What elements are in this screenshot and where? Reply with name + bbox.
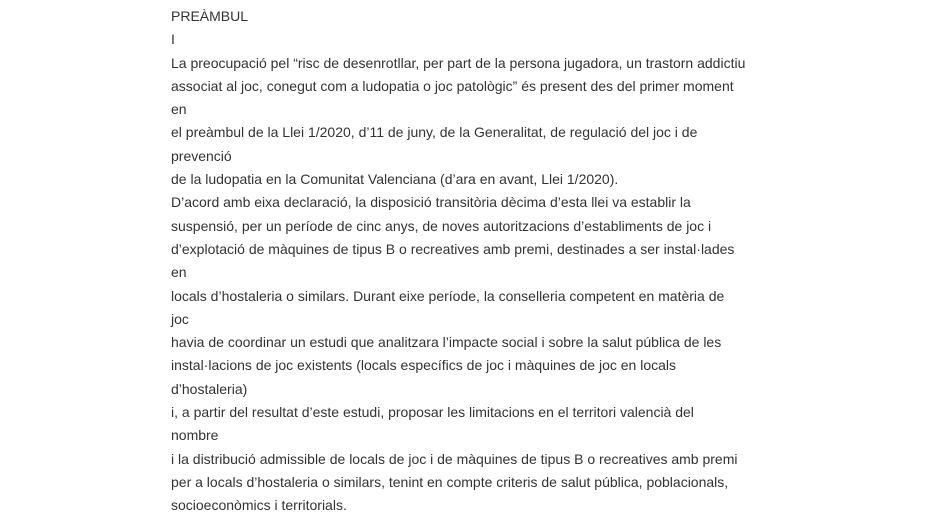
text-line: en — [171, 101, 187, 118]
text-line: nombre — [171, 427, 219, 444]
text-line: d’explotació de màquines de tipus B o recreatives amb premi, destinades a ser instal·lades — [171, 240, 735, 257]
text-line: en — [171, 264, 187, 281]
text-line: socioeconòmics i territorials. — [171, 497, 347, 514]
text-line: La preocupació pel “risc de desenrotllar, per part de la persona jugadora, un trastorn addictiu — [171, 54, 746, 71]
text-line: d’hostaleria) — [171, 380, 248, 397]
text-line: el preàmbul de la Llei 1/2020, d’11 de juny, de la Generalitat, de regulació del joc i de — [171, 124, 698, 141]
text-line: i, a partir del resultat d’este estudi, proposar les limitacions en el territori valencià del — [171, 404, 694, 421]
text-line: locals d’hostaleria o similars. Durant eixe període, la conselleria competent en matèria de — [171, 287, 725, 304]
text-line: havia de coordinar un estudi que analitzara l’impacte social i sobre la salut pública de les — [171, 334, 722, 351]
text-line: prevenció — [171, 147, 232, 164]
section-number: I — [171, 31, 175, 48]
text-line: suspensió, per un període de cinc anys, de noves autoritzacions d’establiments de joc i — [171, 217, 712, 234]
text-line: D’acord amb eixa declaració, la disposició transitòria dècima d’esta llei va establir la — [171, 194, 691, 211]
text-line: i la distribució admissible de locals de joc i de màquines de tipus B o recreatives amb premi — [171, 450, 738, 467]
document-body — [171, 5, 791, 518]
text-line: joc — [171, 310, 189, 327]
text-line: per a locals d’hostaleria o similars, tenint en compte criteris de salut pública, poblacionals, — [171, 473, 729, 490]
text-line: de la ludopatia en la Comunitat Valenciana (d’ara en avant, Llei 1/2020). — [171, 171, 619, 188]
text-line: associat al joc, conegut com a ludopatia o joc patològic” és present des del primer moment — [171, 77, 734, 94]
preamble-heading: PREÀMBUL — [171, 8, 249, 24]
text-line: instal·lacions de joc existents (locals específics de joc i màquines de joc en locals — [171, 357, 677, 374]
